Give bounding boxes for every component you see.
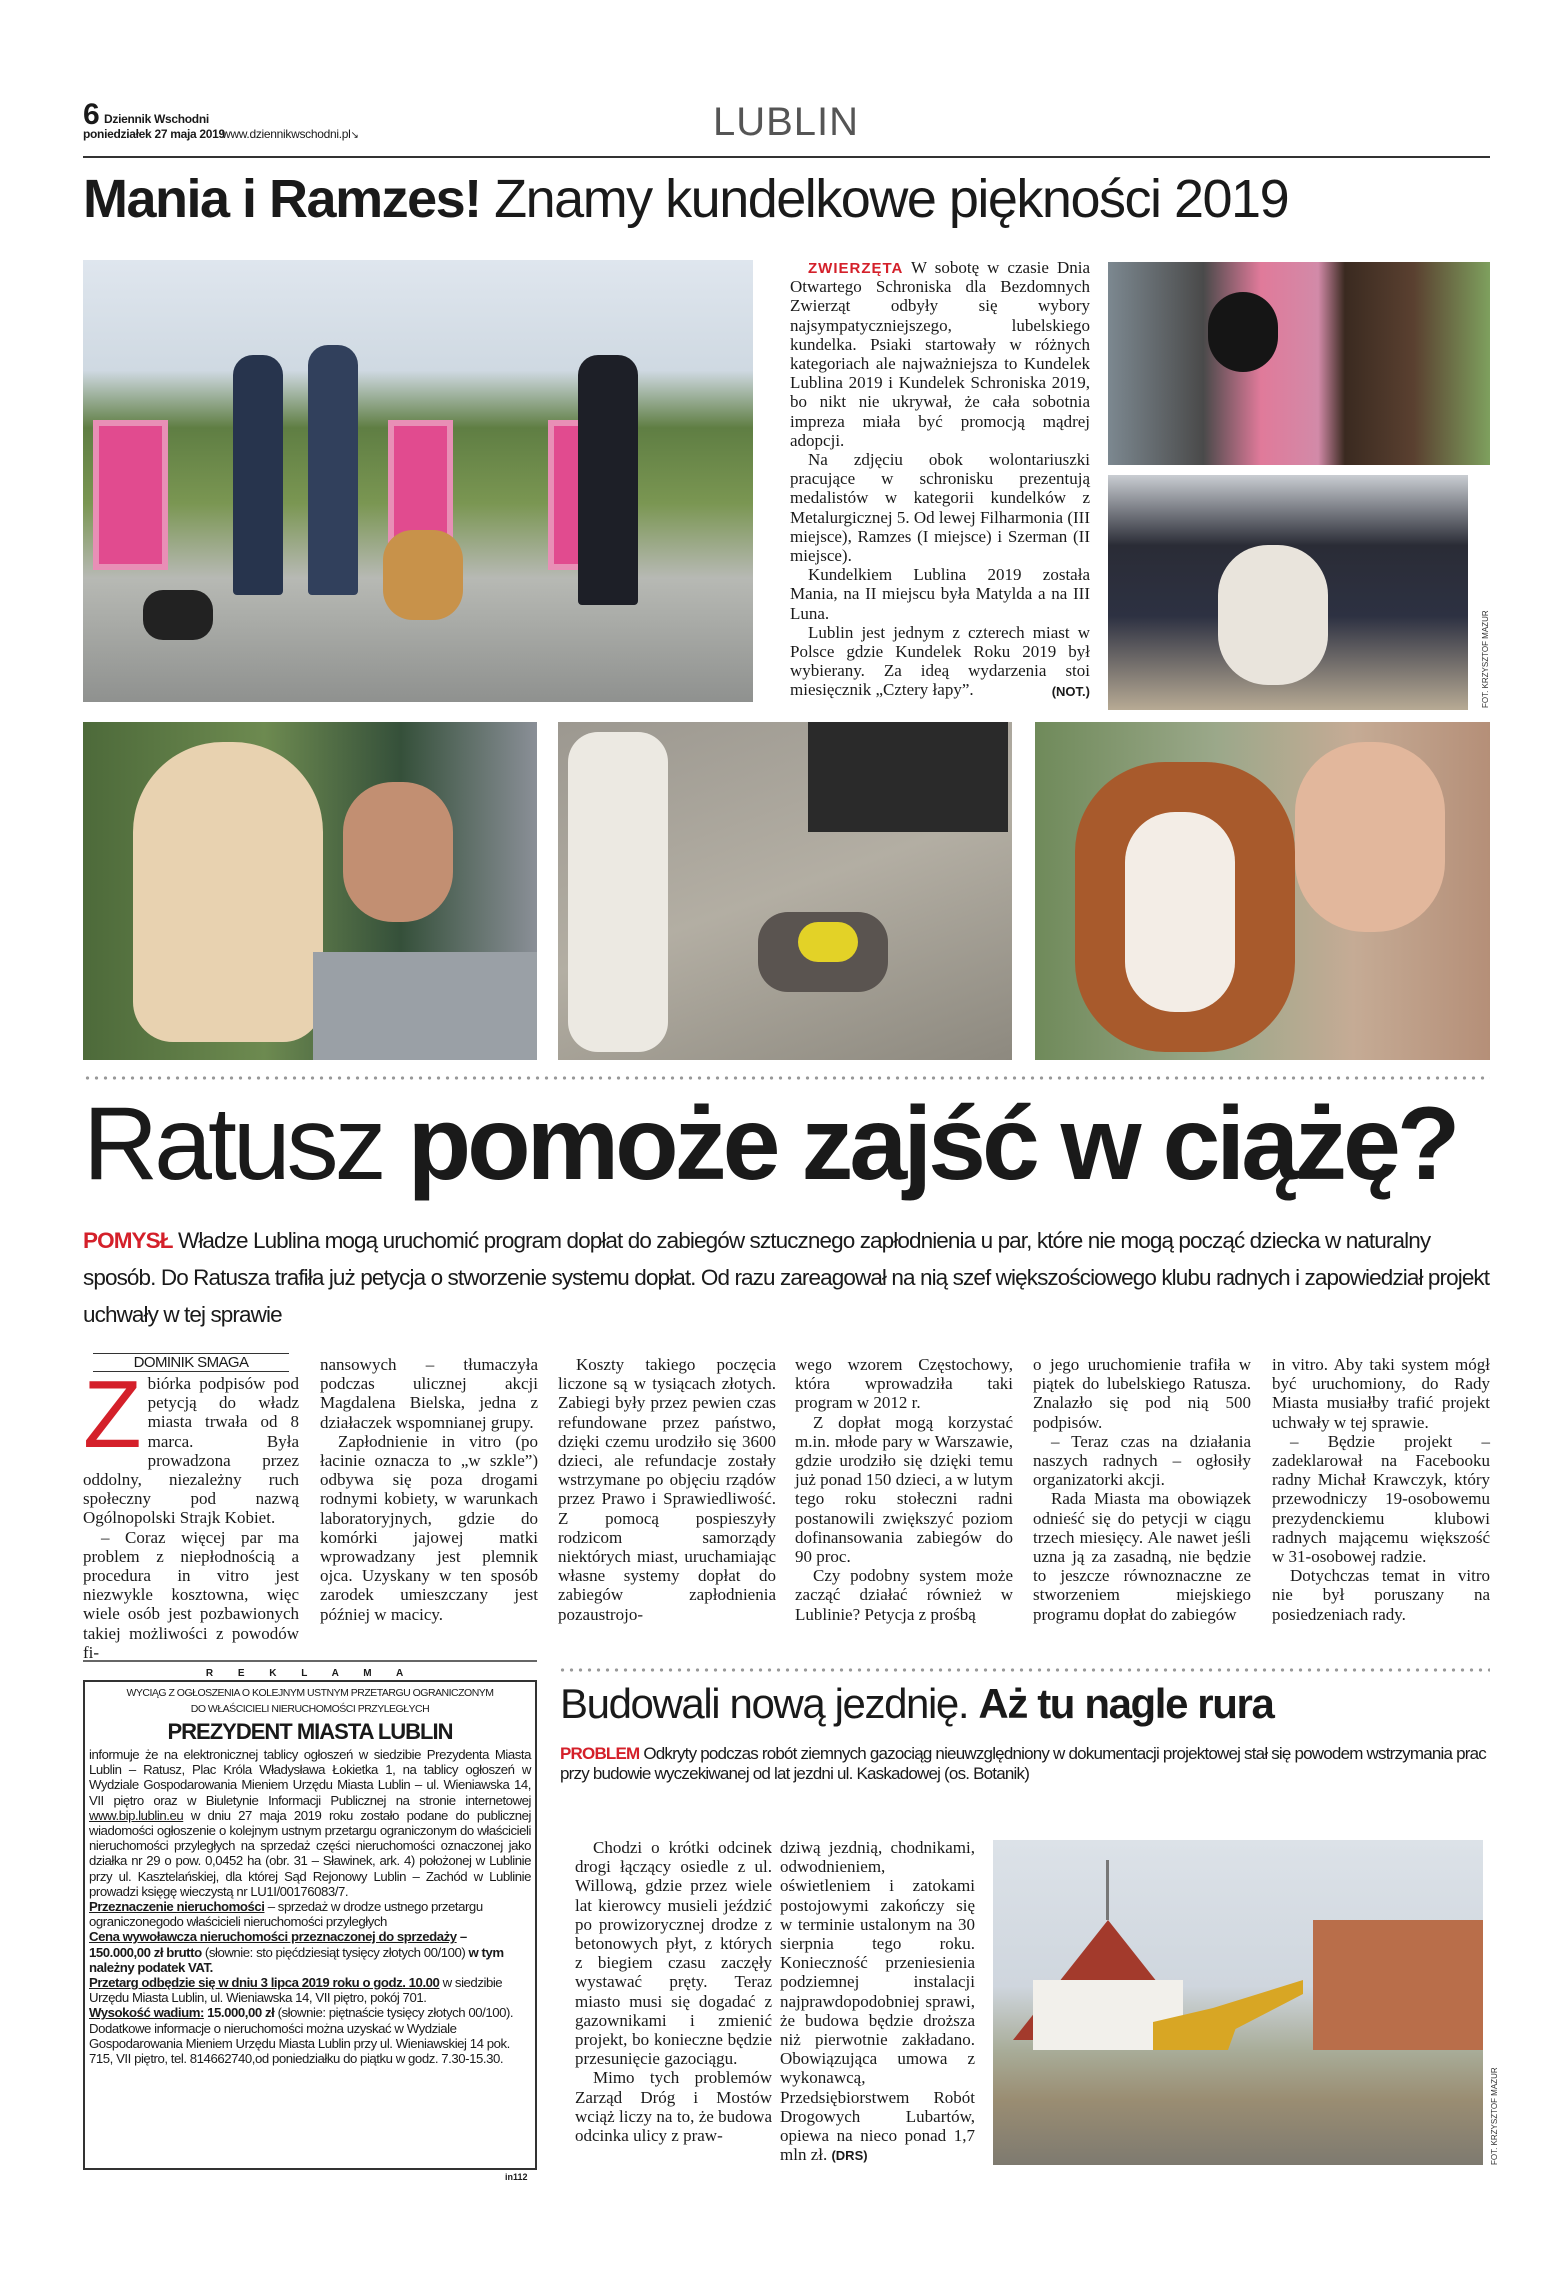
- paragraph: W sobotę w czasie Dnia Otwartego Schroniska dla Bezdomnych Zwierząt odbyły się wybory najsympatyczniejszego, lubelskiego kundelka. Psiaki startowały w różnych kategoriach ale najważniejsza to Kundelek Lublina 2019 i Kundelek Schroniska 2019, bo nikt nie ukrywał, że cała sobotnia impreza miała być promocją mądrej adopcji.: [790, 258, 1090, 450]
- ad-price: – 150.000,00 zł brutto: [89, 1929, 467, 1960]
- headline-rest: Znamy kundelkowe piękności 2019: [480, 169, 1289, 229]
- header-rule: [83, 156, 1490, 158]
- headline-ratusz: [83, 1085, 1456, 1204]
- ad-price-words: (słownie: sto pięćdziesiąt tysięcy złotych 00/100): [201, 1944, 469, 1960]
- photo-woman-hugging-collie: [1035, 722, 1490, 1060]
- cursor-icon: ↘: [350, 130, 359, 141]
- photo-volunteer-with-dog: [1108, 475, 1468, 710]
- ad-tender-label: Przetarg odbędzie się w dniu 3 lipca 2019 roku o godz. 10.00: [89, 1975, 440, 1991]
- lead-ratusz: [83, 1222, 1493, 1333]
- ad-link[interactable]: www.bip.lublin.eu: [89, 1807, 184, 1823]
- ad-tender: w siedzibie Urzędu Miasta Lublin, ul. Wieniawska 14, VII piętro, pokój 701.: [89, 1975, 503, 2006]
- ad-deposit-words: (słownie: piętnaście tysięcy złotych 00/100).: [274, 2005, 514, 2021]
- headline-bold: pomoże zajść w ciążę?: [407, 1086, 1457, 1202]
- ad-heading-1: WYCIĄG Z OGŁOSZENIA O KOLEJNYM USTNYM PRZETARGU OGRANICZONYM: [126, 1687, 494, 1699]
- column-1: [575, 1838, 772, 2168]
- column-4: [795, 1355, 1013, 1635]
- paragraph: Zapłodnienie in vitro (po łacinie oznacza to „w szkle”) odbywa się poza drogami rodnymi kobiety, w warunkach laboratoryjnych, gdzie do komórki jajowej matki wprowadzany jest plemnik ojca. Uzyskany w ten sposób zarodek umieszczany jest później w macicy.: [320, 1431, 538, 1624]
- column-2: [780, 1838, 975, 2168]
- ad-heading-2: DO WŁAŚCICIELI NIERUCHOMOŚCI PRZYLEGŁYCH: [190, 1703, 430, 1715]
- paragraph: Kundelkiem Lublina 2019 została Mania, na II miejscu była Matylda a na III Luna.: [790, 565, 1090, 623]
- ad-deposit-label: Wysokość wadium:: [89, 2005, 204, 2021]
- headline-light: Ratusz: [83, 1086, 408, 1202]
- ad-deposit: 15.000,00 zł: [203, 2005, 275, 2021]
- paragraph: Rada Miasta ma obowiązek odnieść się do petycji w ciągu trzech miesięcy. Ale nawet jeśli uzna ją za zasadną, nie będzie to jeszcze równoznaczne ze stworzeniem miejskiego programu dopłat do zabiegów: [1033, 1489, 1251, 1624]
- column-2: [320, 1355, 538, 1635]
- column-6: [1272, 1355, 1490, 1635]
- advertisement-box: [83, 1680, 537, 2170]
- paragraph: Lublin jest jednym z czterech miast w Polsce gdzie Kundelek Roku 2019 był wybierany. Za ideą wydarzenia stoi miesięcznik „Cztery łapy”.: [790, 622, 1090, 700]
- photo-woman-hugging-dog: [1108, 262, 1490, 465]
- paragraph: Z dopłat mogą korzystać m.in. młode pary w Warszawie, gdzie urodziło się dzięki temu już ponad 150 dzieci, a w lutym tego roku stołeczni radni postanowili zwiększyć poziom dofinansowania zabiegów do 90 proc.: [795, 1412, 1013, 1567]
- section-divider: [83, 1076, 1490, 1080]
- paragraph: – Teraz czas na działania naszych radnych – ogłosiły organizatorki akcji.: [1033, 1431, 1251, 1490]
- kicker-pomysl: POMYSŁ: [83, 1228, 173, 1253]
- paragraph: nansowych – tłumaczyła podczas ulicznej akcji Magdalena Bielska, jedna z działaczek wspomnianej grupy.: [320, 1355, 538, 1432]
- headline-light: Budowali nową jezdnię.: [560, 1680, 979, 1727]
- ad-body: w dniu 27 maja 2019 roku zostało podane do publicznej wiadomości ogłoszenie o kolejnym ustnym przetargu ograniczonym do właścicieli nieruchomości przyległych na sprzedaż części nieruchomości oznaczonej jako działka nr 29 o pow. 0,0452 ha (obr. 31 – Sławinek, ark. 4) położonej w Lublinie przy ul. Kasztelańskiej, dla której Sąd Rejonowy Lublin – Zachód w Lublinie prowadzi księgę wieczystą nr LU1I/00176083/7.: [89, 1807, 531, 1899]
- ad-price-label: Cena wywoławcza nieruchomości przeznaczonej do sprzedaży: [89, 1929, 457, 1945]
- photo-credit: FOT. KRZYSZTOF MAZUR: [1490, 2067, 1499, 2165]
- paragraph: Koszty takiego poczęcia liczone są w tysiącach złotych. Zabiegi były przez pewien czas refundowane przez państwo, dzięki czemu urodziło się 3600 dzieci, ale refundacje zostały wstrzymane po objęciu rządów przez Prawo i Sprawiedliwość. Z pomocą pospieszyły rodzicom samorządy niektórych miast, uruchamiając własne systemy dopłat do zabiegów zapłodnienia pozaustrojo-: [558, 1355, 776, 1624]
- kicker-zwierzeta: ZWIERZĘTA: [808, 260, 904, 277]
- paragraph: in vitro. Aby taki system mógł być uruchomiony, do Rady Miasta musiałby trafić projekt uchwały w tej sprawie.: [1272, 1355, 1490, 1432]
- paragraph: – Będzie projekt – zadeklarował na Facebooku radny Michał Krawczyk, który przewodniczy 19-osobowemu prezydenckiemu klubowi radnych mającemu większość w 31-osobowej radzie.: [1272, 1431, 1490, 1567]
- paragraph: – Coraz więcej par ma problem z niepłodnością a procedura in vitro jest niezwykle kosztowna, więc wiele osób jest pozbawionych takiej możliwości z powodów fi-: [83, 1527, 299, 1662]
- lead-text: Władze Lublina mogą uruchomić program dopłat do zabiegów sztucznego zapłodnienia u par, które nie mogą począć dziecka w naturalny sposób. Do Ratusza trafiła już petycja o stworzenie systemu dopłat. Od razu zareagował na nią szef większościowego klubu radnych i zapowiedział projekt uchwały w tej sprawie: [83, 1228, 1490, 1327]
- photo-church-excavator: [993, 1840, 1483, 2165]
- ad-info: Dodatkowe informacje o nieruchomości można uzyskać w Wydziale Gospodarowania Mieniem Urzędu Miasta Lublin przy ul. Wieniawskiej 14 pok. 715, VII piętro, tel. 814662740,od poniedziałku do piątku w godz. 7.30-15.30.: [89, 2020, 510, 2067]
- paragraph: o jego uruchomienie trafiła w piątek do lubelskiego Ratusza. Znalazło się pod nią 500 podpisów.: [1033, 1355, 1251, 1432]
- signature: (DRS): [831, 2148, 868, 2164]
- paragraph: wego wzorem Częstochowy, która wprowadziła taki program w 2012 r.: [795, 1355, 1013, 1413]
- signature: (NOT.): [990, 684, 1090, 700]
- ad-vat: w tym należny podatek VAT.: [89, 1944, 504, 1975]
- headline-bold: Aż tu nagle rura: [978, 1680, 1274, 1727]
- photo-stage-volunteers-dogs: [83, 260, 753, 702]
- paragraph: dziwą jezdnią, chodnikami, odwodnieniem, oświetleniem i zatokami postojowymi zakończy się w terminie ustalonym na 30 sierpnia tego roku. Konieczność przeniesienia podziemnej instalacji najprawdopodobniej sprawi, że budowa będzie droższa niż pierwotnie zakładano. Obowiązująca umowa z wykonawcą, Przedsiębiorstwem Robót Drogowych Lubartów, opiewa na nieco ponad 1,7 mln zł.: [780, 1838, 975, 2165]
- ad-body: informuje że na elektronicznej tablicy ogłoszeń w siedzibie Prezydenta Miasta Lublin – Ratusz, Plac Króla Władysława Łokietka 1, na tablicy ogłoszeń w Wydziale Gospodarowania Mieniem Urzędu Miasta Lublin – ul. Wieniawska 14, VII piętro oraz w Biuletynie Informacji Publicznej na stronie internetowej: [89, 1747, 531, 1808]
- paragraph: Czy podobny system może zacząć działać również w Lublinie? Petycja z prośbą: [795, 1566, 1013, 1624]
- paragraph: Dotychczas temat in vitro nie był poruszany na posiedzeniach rady.: [1272, 1566, 1490, 1624]
- section-title: LUBLIN: [712, 100, 860, 144]
- column-3: [558, 1355, 776, 1635]
- kicker-problem: PROBLEM: [560, 1744, 640, 1763]
- ad-purpose-label: Przeznaczenie nieruchomości: [89, 1899, 265, 1915]
- lead-text: Odkryty podczas robót ziemnych gazociąg nieuwzględniony w dokumentacji projektowej stał się powodem wstrzymania prac przy budowie wyczekiwanej od lat jezdni ul. Kaskadowej (os. Botanik): [560, 1744, 1486, 1783]
- lead-budowali: [560, 1744, 1490, 1784]
- byline: DOMINIK SMAGA: [93, 1353, 289, 1372]
- paragraph: Chodzi o krótki odcinek drogi łączący osiedle z ul. Willową, gdzie przez wiele lat kierowcy musieli jeździć po prowizorycznej drodze z betonowych płyt, z których z biegiem czasu zaczęły wystawać pręty. Teraz miasto musi się dogadać z gazownikami i zmienić projekt, bo konieczne będzie przesunięcie gazociągu.: [575, 1838, 772, 2069]
- photo-credit: FOT. KRZYSZTOF MAZUR: [1481, 610, 1490, 708]
- photo-man-holding-dog: [83, 722, 537, 1060]
- headline-bold: Mania i Ramzes!: [83, 169, 481, 229]
- column-5: [1033, 1355, 1251, 1635]
- ad-heading-main: PREZYDENT MIASTA LUBLIN: [167, 1719, 453, 1744]
- dropcap: Z: [83, 1361, 142, 1468]
- page-number: 6: [83, 98, 100, 131]
- section-divider: [558, 1668, 1490, 1672]
- paper-name: Dziennik Wschodni: [104, 112, 209, 126]
- url-text[interactable]: www.dziennikwschodni.pl: [222, 127, 351, 141]
- photo-child-with-dog: [558, 722, 1012, 1060]
- paragraph: biórka podpisów pod petycją do władz miasta trwała od 8 marca. Była prowadzona przez oddolny, niezależny ruch społeczny pod nazwą Ogólnopolski Strajk Kobiet.: [83, 1374, 299, 1528]
- ad-code: in112: [505, 2172, 528, 2182]
- headline-dogs: [83, 168, 1288, 230]
- headline-budowali: [560, 1680, 1273, 1728]
- paragraph: Na zdjęciu obok wolontariuszki pracujące w schronisku prezentują medalistów w kategorii kundelków z Metalurgicznej 5. Od lewej Filharmonia (III miejsce), Ramzes (I miejsce) i Szerman (II miejsce).: [790, 450, 1090, 566]
- paragraph: Mimo tych problemów Zarząd Dróg i Mostów wciąż liczy na to, że budowa odcinka ulicy z praw-: [575, 2068, 772, 2146]
- advertisement-label: R E K L A M A: [83, 1660, 537, 1679]
- ad-purpose: – sprzedaż w drodze ustnego przetargu ograniczonegodo właścicieli nieruchomości przyległych: [89, 1899, 483, 1930]
- issue-date: poniedziałek 27 maja 2019: [83, 127, 225, 141]
